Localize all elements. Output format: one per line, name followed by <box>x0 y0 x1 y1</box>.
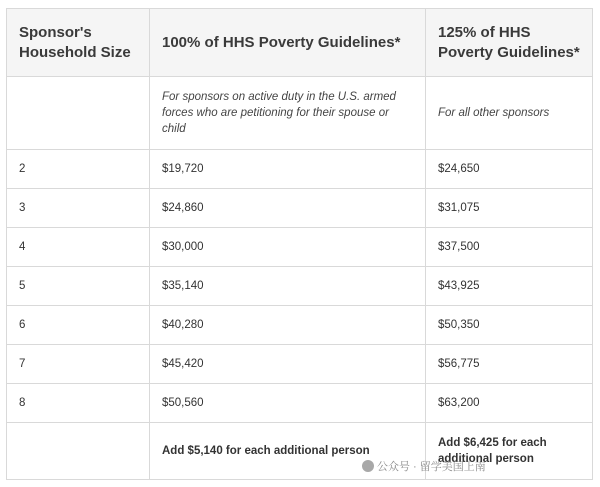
income-100-cell: $45,420 <box>150 345 426 384</box>
table-row <box>7 267 593 306</box>
income-100-cell: $50,560 <box>150 384 426 423</box>
income-125-cell: $37,500 <box>426 228 593 267</box>
description-125-percent: For all other sponsors <box>426 77 593 150</box>
header-row <box>7 9 593 77</box>
table-row <box>7 384 593 423</box>
table-row <box>7 189 593 228</box>
household-size-cell: 2 <box>7 150 150 189</box>
income-100-cell: $19,720 <box>150 150 426 189</box>
income-125-cell: $50,350 <box>426 306 593 345</box>
watermark-text: 公众号 · 留学美国上南 <box>377 461 486 473</box>
household-size-cell: 6 <box>7 306 150 345</box>
income-125-cell: $31,075 <box>426 189 593 228</box>
table-row <box>7 306 593 345</box>
income-125-cell: $24,650 <box>426 150 593 189</box>
household-size-cell: 4 <box>7 228 150 267</box>
income-125-cell: $43,925 <box>426 267 593 306</box>
poverty-guidelines-table <box>6 8 593 480</box>
income-125-cell: $63,200 <box>426 384 593 423</box>
household-size-cell: 7 <box>7 345 150 384</box>
income-100-cell: $40,280 <box>150 306 426 345</box>
description-100-percent: For sponsors on active duty in the U.S. armed forces who are petitioning for their spouse or child <box>150 77 426 150</box>
table-row <box>7 345 593 384</box>
wechat-icon <box>362 460 374 472</box>
additional-person-100: Add $5,140 for each additional person <box>150 423 426 480</box>
footer-col1 <box>7 423 150 480</box>
additional-person-125: Add $6,425 for each additional person <box>426 423 593 480</box>
income-100-cell: $30,000 <box>150 228 426 267</box>
watermark <box>362 458 486 474</box>
description-col1 <box>7 77 150 150</box>
household-size-cell: 5 <box>7 267 150 306</box>
income-100-cell: $24,860 <box>150 189 426 228</box>
household-size-cell: 3 <box>7 189 150 228</box>
income-100-cell: $35,140 <box>150 267 426 306</box>
header-125-percent: 125% of HHS Poverty Guidelines* <box>426 9 593 77</box>
table-row <box>7 150 593 189</box>
household-size-cell: 8 <box>7 384 150 423</box>
income-125-cell: $56,775 <box>426 345 593 384</box>
additional-person-row <box>7 423 593 480</box>
poverty-guidelines-table-container <box>6 8 592 484</box>
table-row <box>7 228 593 267</box>
header-household-size: Sponsor's Household Size <box>7 9 150 77</box>
header-100-percent: 100% of HHS Poverty Guidelines* <box>150 9 426 77</box>
description-row <box>7 77 593 150</box>
